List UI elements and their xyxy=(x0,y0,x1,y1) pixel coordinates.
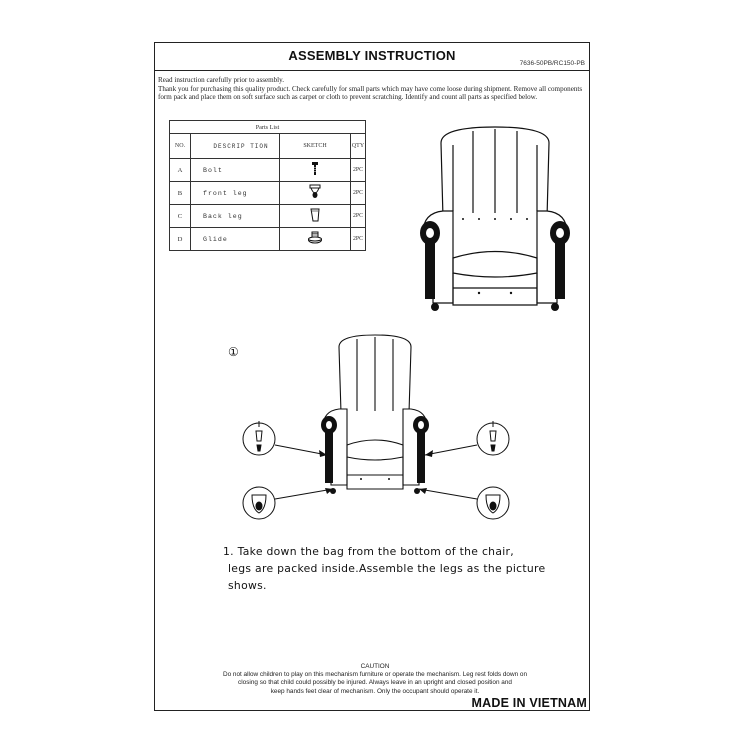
part-no: A xyxy=(170,159,191,182)
back-leg-icon xyxy=(308,207,322,223)
part-qty: 2PC xyxy=(351,159,366,182)
title-band xyxy=(155,43,589,71)
front-leg-icon xyxy=(308,184,322,200)
part-description: Bolt xyxy=(191,159,280,182)
step-line-1: 1. Take down the bag from the bottom of the chair, xyxy=(223,545,515,558)
part-no: D xyxy=(170,228,191,251)
step-number: ① xyxy=(228,345,239,359)
step-line-2: legs are packed inside.Assemble the legs as the picture shows. xyxy=(228,562,546,592)
glide-icon xyxy=(307,231,323,245)
part-description: Back leg xyxy=(191,205,280,228)
table-row xyxy=(170,205,366,228)
caution-line-2: closing so that child could possibly be injured. Always leave in an upright and closed position and xyxy=(238,679,512,687)
part-qty: 2PC xyxy=(351,205,366,228)
intro-text xyxy=(158,76,586,102)
table-row xyxy=(170,182,366,205)
made-in-label: MADE IN VIETNAM xyxy=(471,696,587,710)
part-description: front leg xyxy=(191,182,280,205)
chair-illustration-assembled xyxy=(413,123,577,311)
intro-line-1: Read instruction carefully prior to assembly. xyxy=(158,76,285,84)
header-sketch: SKETCH xyxy=(280,134,351,159)
part-description: Glide xyxy=(191,228,280,251)
header-description: DESCRIP TION xyxy=(191,134,280,159)
part-qty: 2PC xyxy=(351,228,366,251)
parts-list-header-row xyxy=(170,134,366,159)
bolt-icon xyxy=(310,161,320,177)
parts-list-table xyxy=(169,120,366,251)
model-number: 7636-50PB/RC150-PB xyxy=(519,60,585,67)
caution-notice xyxy=(185,663,565,696)
part-qty: 2PC xyxy=(351,182,366,205)
part-no: C xyxy=(170,205,191,228)
page-title: ASSEMBLY INSTRUCTION xyxy=(288,48,456,63)
header-qty: QTY xyxy=(351,134,366,159)
table-row xyxy=(170,228,366,251)
step-instructions xyxy=(223,543,563,594)
instruction-sheet xyxy=(154,42,590,711)
parts-list-caption: Parts List xyxy=(170,121,366,134)
header-no: NO. xyxy=(170,134,191,159)
intro-line-2: Thank you for purchasing this quality product. Check carefully for small parts which may have come loose during shipment. Remove all components form pack and place them on soft surface such as carpet or cloth to prevent scratching. Identify and count all parts as specified below. xyxy=(158,84,583,102)
caution-heading: CAUTION xyxy=(360,663,390,670)
caution-line-1: Do not allow children to play on this mechanism furniture or operate the mechanism. Leg rest folds down on xyxy=(222,671,528,679)
caution-line-3: keep hands feet clear of mechanism. Only the occupant should operate it. xyxy=(270,687,480,695)
part-no: B xyxy=(170,182,191,205)
table-row xyxy=(170,159,366,182)
chair-illustration-step1 xyxy=(235,333,515,533)
